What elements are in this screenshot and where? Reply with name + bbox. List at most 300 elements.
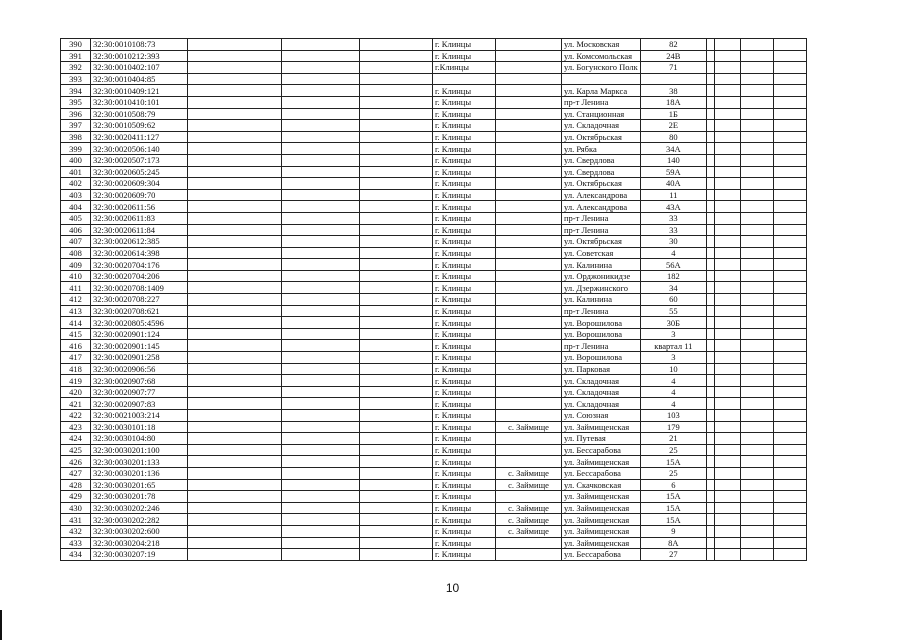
cadastral-number-cell: 32:30:0030201:65: [91, 479, 188, 491]
city-cell: г. Клинцы: [433, 259, 496, 271]
cadastral-number-cell: 32:30:0020901:145: [91, 340, 188, 352]
row-number-cell: 424: [61, 433, 91, 445]
street-cell: ул. Складочная: [562, 120, 641, 132]
settlement-cell: [496, 410, 562, 422]
blank-col-b-cell: [282, 166, 360, 178]
table-row: [61, 108, 807, 120]
street-cell: [562, 73, 641, 85]
blank-col-c-cell: [360, 154, 433, 166]
empty-cell: [740, 50, 773, 62]
empty-cell: [706, 166, 714, 178]
table-row: [61, 491, 807, 503]
city-cell: г. Клинцы: [433, 143, 496, 155]
row-number-cell: 422: [61, 410, 91, 422]
row-number-cell: 392: [61, 62, 91, 74]
table-row: [61, 317, 807, 329]
settlement-cell: [496, 340, 562, 352]
house-number-cell: 140: [640, 154, 706, 166]
blank-col-b-cell: [282, 386, 360, 398]
house-number-cell: 4: [640, 375, 706, 387]
cadastral-number-cell: 32:30:0010402:107: [91, 62, 188, 74]
blank-col-c-cell: [360, 433, 433, 445]
blank-col-a-cell: [188, 433, 282, 445]
city-cell: г. Клинцы: [433, 108, 496, 120]
settlement-cell: с. Займище: [496, 502, 562, 514]
street-cell: ул. Александрова: [562, 189, 641, 201]
blank-col-c-cell: [360, 282, 433, 294]
blank-col-b-cell: [282, 201, 360, 213]
house-number-cell: 3: [640, 328, 706, 340]
city-cell: г.Клинцы: [433, 62, 496, 74]
empty-cell: [740, 85, 773, 97]
empty-cell: [773, 108, 806, 120]
city-cell: г. Клинцы: [433, 305, 496, 317]
table-row: [61, 410, 807, 422]
empty-cell: [714, 39, 740, 51]
settlement-cell: [496, 50, 562, 62]
cadastral-number-cell: 32:30:0020906:56: [91, 363, 188, 375]
city-cell: г. Клинцы: [433, 154, 496, 166]
blank-col-a-cell: [188, 259, 282, 271]
row-number-cell: 405: [61, 212, 91, 224]
empty-cell: [740, 433, 773, 445]
house-number-cell: 179: [640, 421, 706, 433]
empty-cell: [773, 514, 806, 526]
blank-col-a-cell: [188, 549, 282, 561]
blank-col-c-cell: [360, 363, 433, 375]
table-row: [61, 247, 807, 259]
street-cell: пр-т Ленина: [562, 212, 641, 224]
row-number-cell: 418: [61, 363, 91, 375]
empty-cell: [706, 549, 714, 561]
street-cell: ул. Рябка: [562, 143, 641, 155]
empty-cell: [740, 537, 773, 549]
blank-col-c-cell: [360, 340, 433, 352]
blank-col-a-cell: [188, 491, 282, 503]
empty-cell: [773, 491, 806, 503]
cadastral-number-cell: 32:30:0020614:398: [91, 247, 188, 259]
table-row: [61, 398, 807, 410]
table-row: [61, 212, 807, 224]
cadastral-number-cell: 32:30:0030201:78: [91, 491, 188, 503]
blank-col-c-cell: [360, 166, 433, 178]
house-number-cell: 30: [640, 236, 706, 248]
empty-cell: [773, 120, 806, 132]
empty-cell: [714, 50, 740, 62]
settlement-cell: [496, 212, 562, 224]
row-number-cell: 395: [61, 96, 91, 108]
city-cell: г. Клинцы: [433, 247, 496, 259]
settlement-cell: [496, 131, 562, 143]
table-row: [61, 537, 807, 549]
empty-cell: [773, 433, 806, 445]
city-cell: г. Клинцы: [433, 537, 496, 549]
blank-col-a-cell: [188, 502, 282, 514]
city-cell: г. Клинцы: [433, 85, 496, 97]
street-cell: пр-т Ленина: [562, 224, 641, 236]
cadastral-number-cell: 32:30:0010508:79: [91, 108, 188, 120]
house-number-cell: 1Б: [640, 108, 706, 120]
empty-cell: [740, 305, 773, 317]
empty-cell: [714, 386, 740, 398]
blank-col-a-cell: [188, 178, 282, 190]
table-row: [61, 502, 807, 514]
empty-cell: [714, 537, 740, 549]
city-cell: г. Клинцы: [433, 294, 496, 306]
row-number-cell: 407: [61, 236, 91, 248]
house-number-cell: 6: [640, 479, 706, 491]
row-number-cell: 417: [61, 352, 91, 364]
city-cell: г. Клинцы: [433, 39, 496, 51]
cadastral-number-cell: 32:30:0030207:19: [91, 549, 188, 561]
empty-cell: [773, 85, 806, 97]
settlement-cell: [496, 120, 562, 132]
cadastral-number-cell: 32:30:0020611:84: [91, 224, 188, 236]
empty-cell: [740, 73, 773, 85]
cadastral-number-cell: 32:30:0020708:621: [91, 305, 188, 317]
street-cell: ул. Займищенская: [562, 525, 641, 537]
house-number-cell: 33: [640, 212, 706, 224]
table-row: [61, 189, 807, 201]
empty-cell: [773, 537, 806, 549]
table-row: [61, 375, 807, 387]
blank-col-a-cell: [188, 340, 282, 352]
city-cell: г. Клинцы: [433, 317, 496, 329]
blank-col-a-cell: [188, 96, 282, 108]
cadastral-number-cell: 32:30:0020907:83: [91, 398, 188, 410]
street-cell: ул. Парковая: [562, 363, 641, 375]
blank-col-b-cell: [282, 363, 360, 375]
empty-cell: [773, 363, 806, 375]
empty-cell: [706, 120, 714, 132]
row-number-cell: 409: [61, 259, 91, 271]
row-number-cell: 399: [61, 143, 91, 155]
blank-col-a-cell: [188, 247, 282, 259]
street-cell: ул. Александрова: [562, 201, 641, 213]
street-cell: ул. Бессарабова: [562, 467, 641, 479]
city-cell: г. Клинцы: [433, 212, 496, 224]
house-number-cell: 55: [640, 305, 706, 317]
table-row: [61, 224, 807, 236]
empty-cell: [714, 201, 740, 213]
blank-col-c-cell: [360, 294, 433, 306]
blank-col-c-cell: [360, 178, 433, 190]
row-number-cell: 410: [61, 270, 91, 282]
blank-col-b-cell: [282, 259, 360, 271]
cadastral-number-cell: 32:30:0020704:176: [91, 259, 188, 271]
blank-col-b-cell: [282, 502, 360, 514]
settlement-cell: [496, 224, 562, 236]
cadastral-number-cell: 32:30:0030101:18: [91, 421, 188, 433]
empty-cell: [773, 73, 806, 85]
blank-col-c-cell: [360, 352, 433, 364]
row-number-cell: 413: [61, 305, 91, 317]
cadastral-table: [60, 38, 807, 561]
empty-cell: [706, 456, 714, 468]
street-cell: ул. Складочная: [562, 386, 641, 398]
street-cell: ул. Путевая: [562, 433, 641, 445]
cadastral-number-cell: 32:30:0030202:282: [91, 514, 188, 526]
cadastral-number-cell: 32:30:0030104:80: [91, 433, 188, 445]
blank-col-a-cell: [188, 410, 282, 422]
city-cell: г. Клинцы: [433, 421, 496, 433]
blank-col-a-cell: [188, 39, 282, 51]
empty-cell: [740, 421, 773, 433]
table-row: [61, 201, 807, 213]
empty-cell: [714, 549, 740, 561]
blank-col-b-cell: [282, 178, 360, 190]
blank-col-b-cell: [282, 85, 360, 97]
empty-cell: [740, 282, 773, 294]
cadastral-number-cell: 32:30:0020901:124: [91, 328, 188, 340]
table-row: [61, 62, 807, 74]
blank-col-b-cell: [282, 525, 360, 537]
cadastral-number-cell: 32:30:0030202:246: [91, 502, 188, 514]
row-number-cell: 397: [61, 120, 91, 132]
empty-cell: [740, 398, 773, 410]
street-cell: ул. Октябрьская: [562, 131, 641, 143]
empty-cell: [740, 247, 773, 259]
empty-cell: [773, 386, 806, 398]
cadastral-number-cell: 32:30:0020612:385: [91, 236, 188, 248]
blank-col-b-cell: [282, 433, 360, 445]
empty-cell: [740, 120, 773, 132]
empty-cell: [706, 502, 714, 514]
row-number-cell: 412: [61, 294, 91, 306]
table-row: [61, 166, 807, 178]
house-number-cell: 4: [640, 386, 706, 398]
empty-cell: [714, 340, 740, 352]
row-number-cell: 401: [61, 166, 91, 178]
row-number-cell: 404: [61, 201, 91, 213]
settlement-cell: [496, 456, 562, 468]
empty-cell: [714, 154, 740, 166]
cadastral-number-cell: 32:30:0010410:101: [91, 96, 188, 108]
house-number-cell: 15А: [640, 514, 706, 526]
settlement-cell: с. Займище: [496, 479, 562, 491]
empty-cell: [740, 328, 773, 340]
house-number-cell: [640, 73, 706, 85]
settlement-cell: [496, 73, 562, 85]
empty-cell: [706, 73, 714, 85]
settlement-cell: [496, 189, 562, 201]
blank-col-a-cell: [188, 456, 282, 468]
settlement-cell: [496, 352, 562, 364]
empty-cell: [740, 410, 773, 422]
blank-col-b-cell: [282, 549, 360, 561]
street-cell: ул. Скачковская: [562, 479, 641, 491]
blank-col-b-cell: [282, 328, 360, 340]
cadastral-number-cell: 32:30:0020907:77: [91, 386, 188, 398]
city-cell: [433, 73, 496, 85]
row-number-cell: 400: [61, 154, 91, 166]
empty-cell: [773, 328, 806, 340]
cadastral-number-cell: 32:30:0020411:127: [91, 131, 188, 143]
empty-cell: [714, 305, 740, 317]
empty-cell: [706, 305, 714, 317]
city-cell: г. Клинцы: [433, 502, 496, 514]
empty-cell: [773, 62, 806, 74]
house-number-cell: 40А: [640, 178, 706, 190]
cadastral-number-cell: 32:30:0010108:73: [91, 39, 188, 51]
street-cell: ул. Складочная: [562, 375, 641, 387]
blank-col-a-cell: [188, 352, 282, 364]
settlement-cell: с. Займище: [496, 467, 562, 479]
blank-col-b-cell: [282, 143, 360, 155]
house-number-cell: 71: [640, 62, 706, 74]
house-number-cell: 2Е: [640, 120, 706, 132]
city-cell: г. Клинцы: [433, 328, 496, 340]
city-cell: г. Клинцы: [433, 363, 496, 375]
blank-col-b-cell: [282, 212, 360, 224]
empty-cell: [773, 131, 806, 143]
blank-col-b-cell: [282, 247, 360, 259]
blank-col-b-cell: [282, 236, 360, 248]
empty-cell: [714, 96, 740, 108]
table-row: [61, 131, 807, 143]
cadastral-number-cell: 32:30:0030201:133: [91, 456, 188, 468]
empty-cell: [706, 479, 714, 491]
house-number-cell: 30Б: [640, 317, 706, 329]
city-cell: г. Клинцы: [433, 50, 496, 62]
house-number-cell: 82: [640, 39, 706, 51]
settlement-cell: [496, 108, 562, 120]
settlement-cell: [496, 294, 562, 306]
empty-cell: [714, 525, 740, 537]
street-cell: ул. Октябрьская: [562, 178, 641, 190]
blank-col-b-cell: [282, 467, 360, 479]
house-number-cell: 11: [640, 189, 706, 201]
row-number-cell: 402: [61, 178, 91, 190]
street-cell: ул. Карла Маркса: [562, 85, 641, 97]
empty-cell: [714, 247, 740, 259]
empty-cell: [714, 120, 740, 132]
street-cell: пр-т Ленина: [562, 305, 641, 317]
empty-cell: [740, 352, 773, 364]
empty-cell: [706, 108, 714, 120]
house-number-cell: 34: [640, 282, 706, 294]
empty-cell: [740, 363, 773, 375]
empty-cell: [773, 352, 806, 364]
empty-cell: [714, 444, 740, 456]
blank-col-b-cell: [282, 491, 360, 503]
blank-col-a-cell: [188, 50, 282, 62]
settlement-cell: [496, 282, 562, 294]
city-cell: г. Клинцы: [433, 514, 496, 526]
empty-cell: [706, 178, 714, 190]
empty-cell: [773, 201, 806, 213]
blank-col-a-cell: [188, 317, 282, 329]
blank-col-a-cell: [188, 328, 282, 340]
empty-cell: [706, 236, 714, 248]
row-number-cell: 408: [61, 247, 91, 259]
empty-cell: [773, 340, 806, 352]
house-number-cell: 59А: [640, 166, 706, 178]
row-number-cell: 423: [61, 421, 91, 433]
blank-col-c-cell: [360, 143, 433, 155]
city-cell: г. Клинцы: [433, 270, 496, 282]
street-cell: ул. Займищенская: [562, 502, 641, 514]
empty-cell: [706, 398, 714, 410]
empty-cell: [714, 491, 740, 503]
empty-cell: [706, 154, 714, 166]
blank-col-a-cell: [188, 294, 282, 306]
street-cell: ул. Богунского Полк: [562, 62, 641, 74]
cadastral-number-cell: 32:30:0020704:206: [91, 270, 188, 282]
empty-cell: [740, 467, 773, 479]
blank-col-c-cell: [360, 96, 433, 108]
street-cell: ул. Калинина: [562, 294, 641, 306]
settlement-cell: [496, 386, 562, 398]
blank-col-c-cell: [360, 386, 433, 398]
street-cell: ул. Займищенская: [562, 537, 641, 549]
settlement-cell: [496, 491, 562, 503]
empty-cell: [706, 328, 714, 340]
blank-col-a-cell: [188, 143, 282, 155]
empty-cell: [706, 386, 714, 398]
row-number-cell: 429: [61, 491, 91, 503]
empty-cell: [714, 352, 740, 364]
table-row: [61, 363, 807, 375]
table-body: [61, 39, 807, 561]
cadastral-number-cell: 32:30:0030201:100: [91, 444, 188, 456]
blank-col-c-cell: [360, 467, 433, 479]
empty-cell: [773, 444, 806, 456]
table-row: [61, 433, 807, 445]
street-cell: ул. Станционная: [562, 108, 641, 120]
settlement-cell: [496, 166, 562, 178]
table-row: [61, 294, 807, 306]
empty-cell: [740, 317, 773, 329]
empty-cell: [773, 236, 806, 248]
blank-col-c-cell: [360, 305, 433, 317]
empty-cell: [714, 502, 740, 514]
city-cell: г. Клинцы: [433, 236, 496, 248]
blank-col-b-cell: [282, 96, 360, 108]
table-row: [61, 236, 807, 248]
cadastral-number-cell: 32:30:0020708:1409: [91, 282, 188, 294]
empty-cell: [706, 340, 714, 352]
empty-cell: [773, 247, 806, 259]
cadastral-number-cell: 32:30:0020507:173: [91, 154, 188, 166]
house-number-cell: 15А: [640, 491, 706, 503]
empty-cell: [714, 514, 740, 526]
cadastral-number-cell: 32:30:0030202:600: [91, 525, 188, 537]
blank-col-b-cell: [282, 108, 360, 120]
empty-cell: [773, 502, 806, 514]
blank-col-c-cell: [360, 108, 433, 120]
street-cell: ул. Складочная: [562, 398, 641, 410]
city-cell: г. Клинцы: [433, 189, 496, 201]
table-row: [61, 444, 807, 456]
empty-cell: [714, 410, 740, 422]
empty-cell: [706, 317, 714, 329]
street-cell: ул. Октябрьская: [562, 236, 641, 248]
row-number-cell: 393: [61, 73, 91, 85]
blank-col-b-cell: [282, 39, 360, 51]
empty-cell: [773, 212, 806, 224]
blank-col-a-cell: [188, 305, 282, 317]
blank-col-a-cell: [188, 525, 282, 537]
blank-col-c-cell: [360, 502, 433, 514]
table-row: [61, 328, 807, 340]
settlement-cell: [496, 363, 562, 375]
table-row: [61, 514, 807, 526]
blank-col-a-cell: [188, 108, 282, 120]
city-cell: г. Клинцы: [433, 375, 496, 387]
city-cell: г. Клинцы: [433, 549, 496, 561]
blank-col-b-cell: [282, 50, 360, 62]
